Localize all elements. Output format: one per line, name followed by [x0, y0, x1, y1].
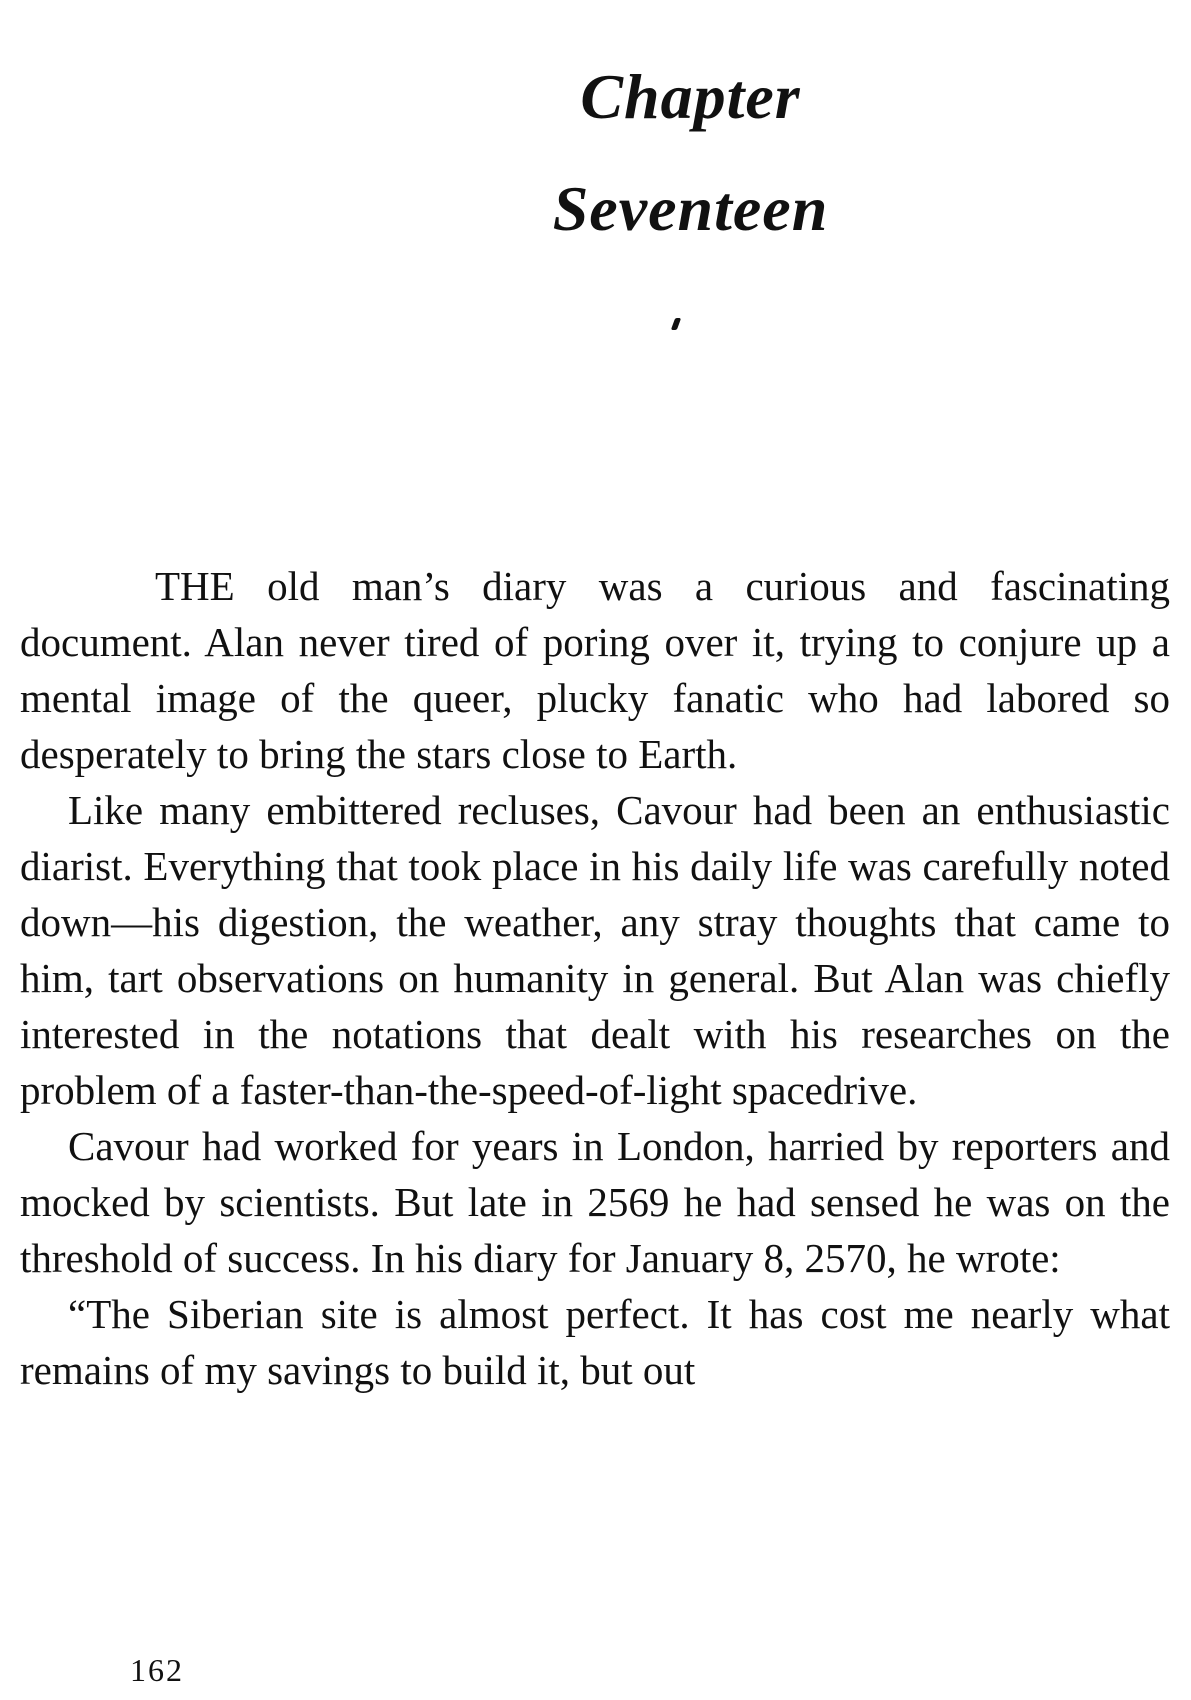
page-number: 162 — [130, 1652, 184, 1688]
paragraph: “The Siberian site is almost perfect. It has cost me nearly what remains of my savings to build it, but out — [20, 1291, 1170, 1393]
body-text — [20, 558, 1170, 1398]
chapter-label: Chapter — [580, 60, 801, 132]
paragraph: Cavour had worked for years in London, harried by reporters and mocked by scientists. But late in 2569 he had sensed he was on the threshold of success. In his diary for January 8, 2570, he wrote: — [20, 1123, 1170, 1281]
chapter-heading — [0, 61, 1191, 245]
ornament-mark — [671, 318, 681, 330]
chapter-number: Seventeen — [552, 172, 829, 244]
paragraph: THE old man’s diary was a curious and fascinating document. Alan never tired of poring over it, trying to conjure up a mental image of the queer, plucky fanatic who had labored so desperately to bring the stars close to Earth. — [20, 563, 1170, 777]
paragraph: Like many embittered recluses, Cavour had been an enthusiastic diarist. Everything that took place in his daily life was carefully noted down—his digestion, the weather, any stray thoughts that came to him, tart observations on humanity in general. But Alan was chiefly interested in the notations that dealt with his researches on the problem of a faster-than-the-speed-of-light spacedrive. — [20, 787, 1170, 1113]
